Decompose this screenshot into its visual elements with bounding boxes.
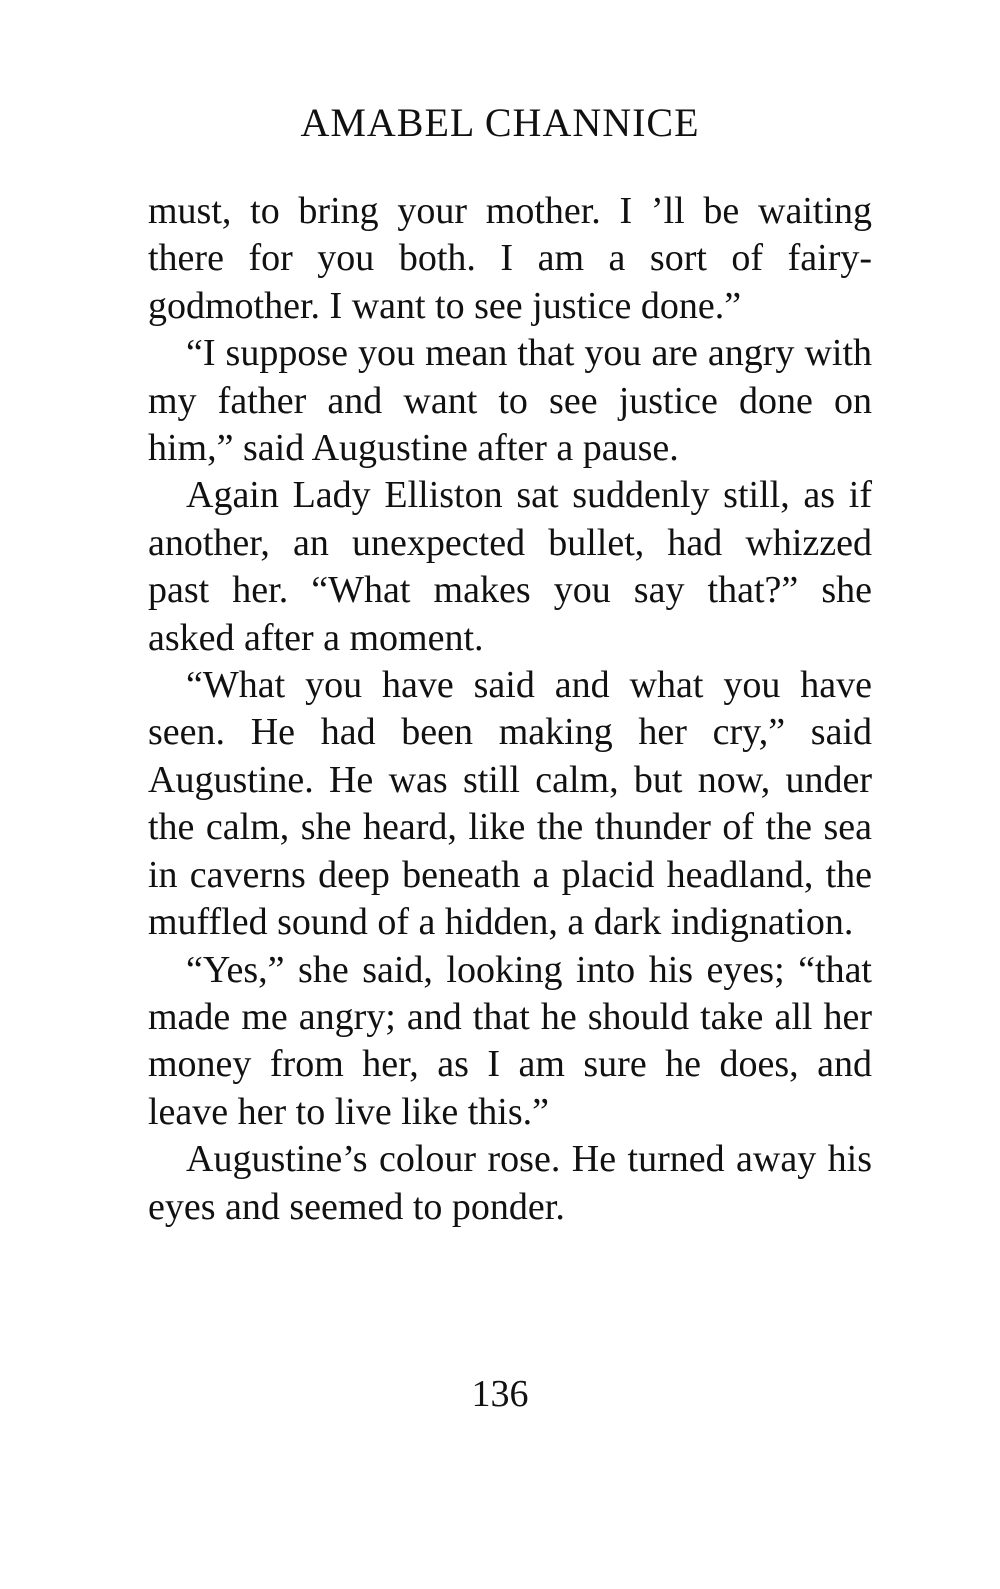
body-text [148,188,872,1231]
paragraph: “I suppose you mean that you are angry with my father and want to see justice done on him,” said Augustine after a pause. [148,332,872,470]
paragraph-continued: must, to bring your mother. I ’ll be waiting there for you both. I am a sort of fairy-godmother. I want to see justice done.” [148,190,872,327]
paragraph: “Yes,” she said, looking into his eyes; “that made me angry; and that he should take all her money from her, as I am sure he does, and leave her to live like this.” [148,948,872,1133]
paragraph: Augustine’s colour rose. He turned away his eyes and seemed to ponder. [148,1138,872,1228]
paragraph: “What you have said and what you have seen. He had been making her cry,” said Augustine. He was still calm, but now, under the calm, she heard, like the thunder of the sea in caverns deep beneath a placid headland, the muffled sound of a hidden, a dark indignation. [148,664,872,944]
paragraph: Again Lady Elliston sat suddenly still, as if another, an unexpected bullet, had whizzed past her. “What makes you say that?” she asked after a moment. [148,474,872,659]
running-head: AMABEL CHANNICE [300,100,700,145]
page-number: 136 [471,1373,529,1415]
